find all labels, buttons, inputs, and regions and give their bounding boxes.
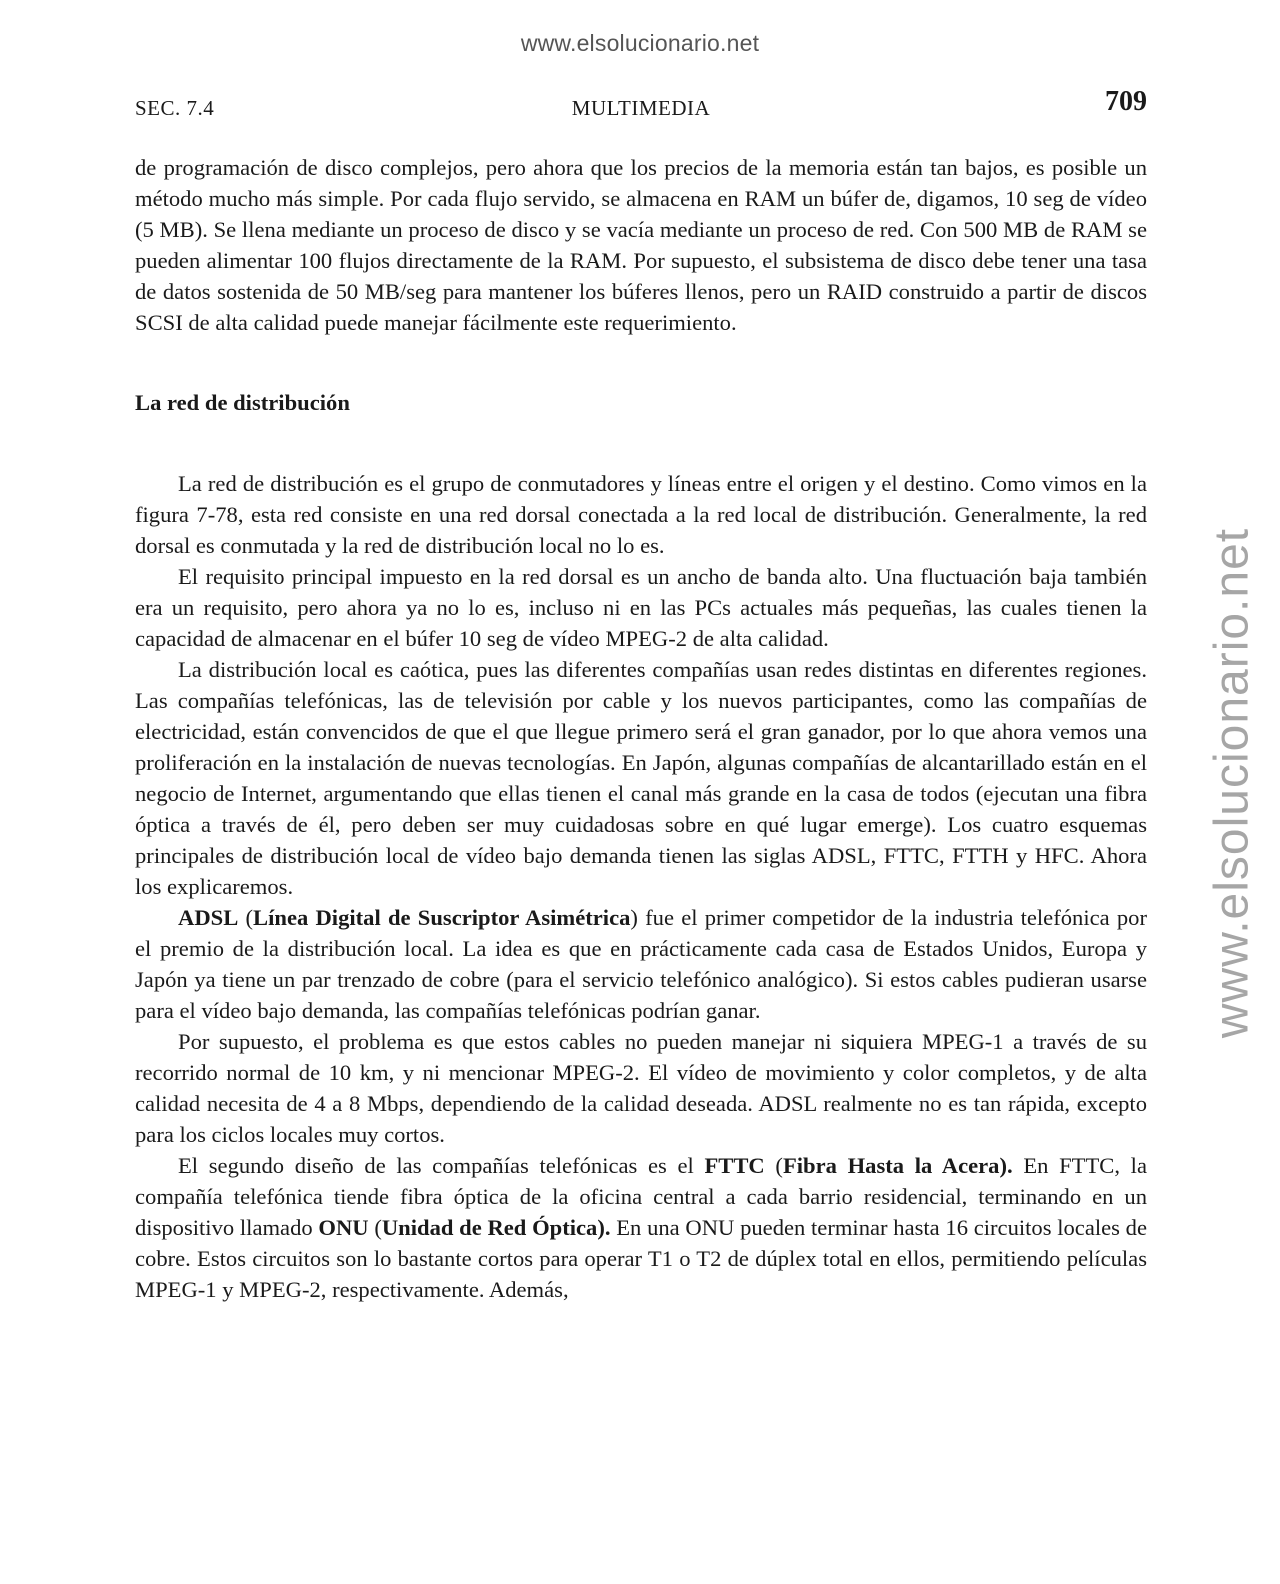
top-watermark: www.elsolucionario.net	[520, 30, 760, 56]
paragraph-adsl-problem: Por supuesto, el problema es que estos cables no pueden manejar ni siquiera MPEG-1 a través de su recorrido normal de 10 km, y ni mencionar MPEG-2. El vídeo de movimiento y color completos, y de alta calidad necesita de 4 a 8 Mbps, dependiendo de la calidad deseada. ADSL realmente no es tan rápida, excepto para los ciclos locales muy cortos.	[135, 1029, 1147, 1147]
side-watermark: www.elsolucionario.net	[1205, 527, 1259, 1039]
term-onu-full: Unidad de Red Óptica	[381, 1215, 598, 1240]
chapter-title: MULTIMEDIA	[571, 96, 711, 120]
page-body	[135, 152, 1147, 1305]
paragraph-backbone-requirement: El requisito principal impuesto en la red dorsal es un ancho de banda alto. Una fluctuación baja también era un requisito, pero ahora ya no lo es, incluso ni en las PCs actuales más pequeñas, las cuales tienen la capacidad de almacenar en el búfer 10 seg de vídeo MPEG-2 de alta calidad.	[135, 564, 1147, 651]
term-adsl-full: Línea Digital de Suscriptor Asimétrica	[253, 905, 631, 930]
section-label: SEC. 7.4	[135, 96, 215, 120]
section-heading: La red de distribución	[135, 390, 350, 415]
paragraph-distribution-network: La red de distribución es el grupo de conmutadores y líneas entre el origen y el destino. Como vimos en la figura 7-78, esta red consiste en una red dorsal conectada a la red local de distribución. Generalmente, la red dorsal es conmutada y la red de distribución local no lo es.	[135, 471, 1147, 558]
paragraph-continuation: de programación de disco complejos, pero ahora que los precios de la memoria están tan bajos, es posible un método mucho más simple. Por cada flujo servido, se almacena en RAM un búfer de, digamos, 10 seg de vídeo (5 MB). Se llena mediante un proceso de disco y se vacía mediante un proceso de red. Con 500 MB de RAM se pueden alimentar 100 flujos directamente de la RAM. Por supuesto, el subsistema de disco debe tener una tasa de datos sostenida de 50 MB/seg para mantener los búferes llenos, pero un RAID construido a partir de discos SCSI de alta calidad puede manejar fácilmente este requerimiento.	[135, 155, 1147, 335]
running-header	[135, 86, 1147, 126]
term-fttc: FTTC	[704, 1153, 765, 1178]
term-fttc-full: Fibra Hasta la Acera	[782, 1153, 1000, 1178]
paragraph-fttc: El segundo diseño de las compañías telefónicas es el FTTC (Fibra Hasta la Acera). En FTTC, la compañía telefónica tiende fibra óptica de la oficina central a cada barrio residencial, terminando en un dispositivo llamado ONU (Unidad de Red Óptica). En una ONU pueden terminar hasta 16 circuitos locales de cobre. Estos circuitos son lo bastante cortos para operar T1 o T2 de dúplex total en ellos, permitiendo películas MPEG-1 y MPEG-2, respectivamente. Además,	[135, 1153, 1147, 1302]
term-onu: ONU	[318, 1215, 369, 1240]
paragraph-adsl: ADSL (Línea Digital de Suscriptor Asimétrica) fue el primer competidor de la industria telefónica por el premio de la distribución local. La idea es que en prácticamente cada casa de Estados Unidos, Europa y Japón ya tiene un par trenzado de cobre (para el servicio telefónico analógico). Si estos cables pudieran usarse para el vídeo bajo demanda, las compañías telefónicas podrían ganar.	[135, 905, 1147, 1023]
page-number: 709	[1105, 86, 1147, 117]
term-adsl: ADSL	[178, 905, 239, 930]
paragraph-local-distribution: La distribución local es caótica, pues las diferentes compañías usan redes distintas en diferentes regiones. Las compañías telefónicas, las de televisión por cable y los nuevos participantes, como las compañías de electricidad, están convencidos de que el que llegue primero será el gran ganador, por lo que ahora vemos una proliferación en la instalación de nuevas tecnologías. En Japón, algunas compañías de alcantarillado están en el negocio de Internet, argumentando que ellas tienen el canal más grande en la casa de todos (ejecutan una fibra óptica a través de él, pero deben ser muy cuidadosas sobre en qué lugar emerge). Los cuatro esquemas principales de distribución local de vídeo bajo demanda tienen las siglas ADSL, FTTC, FTTH y HFC. Ahora los explicaremos.	[135, 657, 1147, 899]
